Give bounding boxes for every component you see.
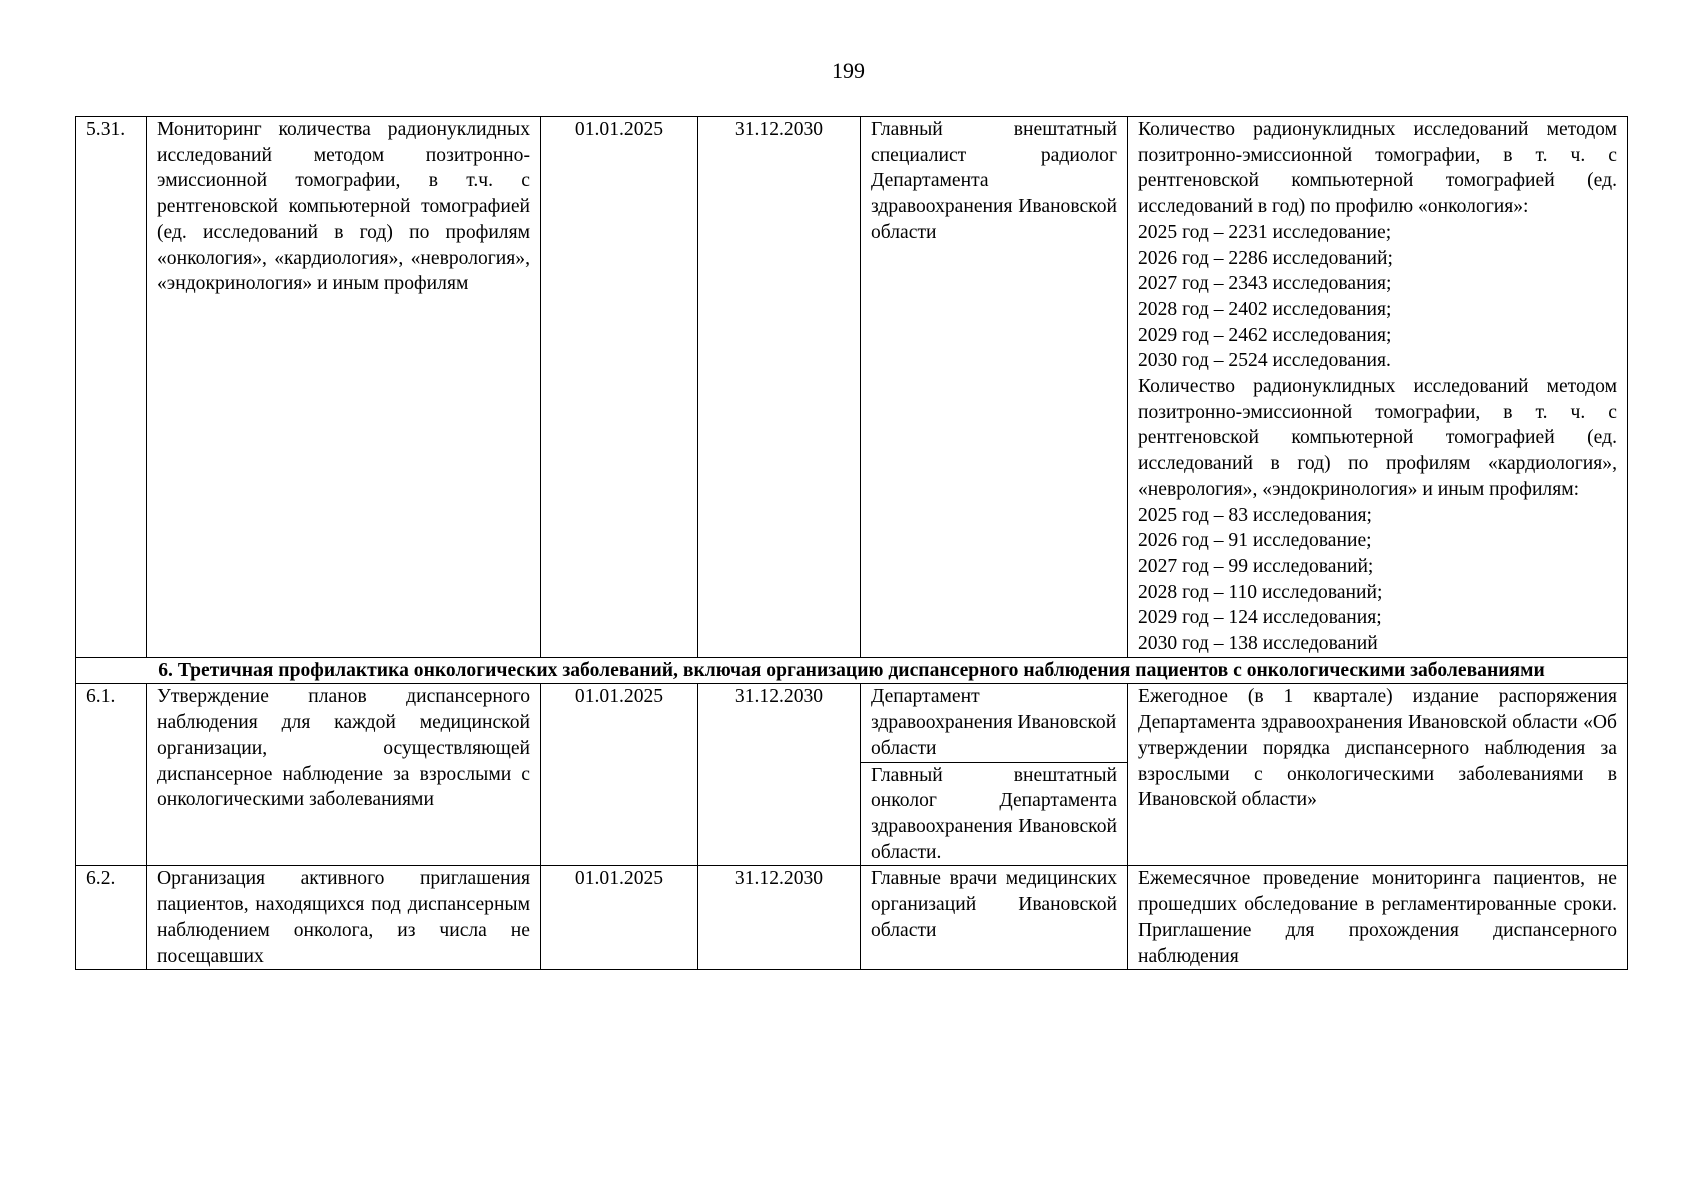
result-line: 2026 год – 2286 исследований;	[1138, 247, 1393, 269]
result-line: 2025 год – 2231 исследование;	[1138, 221, 1392, 243]
row-number: 6.2.	[76, 866, 147, 970]
activity-plan-table	[75, 116, 1628, 970]
table-row-5-31	[76, 117, 1628, 658]
result-line: 2029 год – 2462 исследования;	[1138, 324, 1392, 346]
result-line: 2030 год – 2524 исследования.	[1138, 350, 1391, 372]
result-line: 2028 год – 110 исследований;	[1138, 581, 1383, 603]
end-date: 31.12.2030	[698, 684, 861, 866]
responsible-party-secondary: Главный внештатный онколог Департамента здравоохранения Ивановской области.	[861, 762, 1128, 866]
result-intro-oncology: Количество радионуклидных исследований методом позитронно-эмиссионной томографии, в т. ч. с рентгеновской компьютерной томографией (ед. исследований в год) по профилю «онкология»:	[1138, 119, 1617, 218]
start-date: 01.01.2025	[541, 684, 698, 866]
start-date: 01.01.2025	[541, 866, 698, 970]
result-line: 2026 год – 91 исследование;	[1138, 530, 1372, 552]
result-line: 2028 год – 2402 исследования;	[1138, 298, 1392, 320]
result-line: 2027 год – 99 исследований;	[1138, 555, 1374, 577]
result-line: 2030 год – 138 исследований	[1138, 633, 1378, 655]
responsible-party: Главные врачи медицинских организаций Ивановской области	[861, 866, 1128, 970]
end-date: 31.12.2030	[698, 117, 861, 658]
responsible-party: Департамент здравоохранения Ивановской области	[861, 684, 1128, 762]
result-line: 2025 год – 83 исследования;	[1138, 504, 1372, 526]
activity-description: Утверждение планов диспансерного наблюдения для каждой медицинской организации, осуществляющей диспансерное наблюдение за взрослыми с онкологическими заболеваниями	[147, 684, 541, 866]
row-number: 5.31.	[76, 117, 147, 658]
activity-description: Мониторинг количества радионуклидных исследований методом позитронно-эмиссионной томографии, в т.ч. с рентгеновской компьютерной томографией (ед. исследований в год) по профилям «онкология», «кардиология», «неврология», «эндокринология» и иным профилям	[147, 117, 541, 658]
end-date: 31.12.2030	[698, 866, 861, 970]
expected-result	[1128, 117, 1628, 658]
result-line: 2027 год – 2343 исследования;	[1138, 273, 1392, 295]
table-row-6-1	[76, 684, 1628, 762]
section-title: 6. Третичная профилактика онкологических заболеваний, включая организацию диспансерного наблюдения пациентов с онкологическими заболеваниями	[76, 657, 1628, 684]
responsible-party: Главный внештатный специалист радиолог Департамента здравоохранения Ивановской области	[861, 117, 1128, 658]
activity-description: Организация активного приглашения пациентов, находящихся под диспансерным наблюдением онколога, из числа не посещавших	[147, 866, 541, 970]
row-number: 6.1.	[76, 684, 147, 866]
section-heading-row	[76, 657, 1628, 684]
expected-result: Ежемесячное проведение мониторинга пациентов, не прошедших обследование в регламентированные сроки. Приглашение для прохождения диспансерного наблюдения	[1128, 866, 1628, 970]
page-number: 199	[832, 58, 865, 83]
start-date: 01.01.2025	[541, 117, 698, 658]
result-line: 2029 год – 124 исследования;	[1138, 607, 1382, 629]
expected-result: Ежегодное (в 1 квартале) издание распоряжения Департамента здравоохранения Ивановской области «Об утверждении порядка диспансерного наблюдения за взрослыми с онкологическими заболеваниями в Ивановской области»	[1128, 684, 1628, 866]
result-intro-other-profiles: Количество радионуклидных исследований методом позитронно-эмиссионной томографии, в т. ч. с рентгеновской компьютерной томографией (ед. исследований в год) по профилям «кардиология», «неврология», «эндокринология» и иным профилям:	[1138, 376, 1617, 500]
table-row-6-2	[76, 866, 1628, 970]
